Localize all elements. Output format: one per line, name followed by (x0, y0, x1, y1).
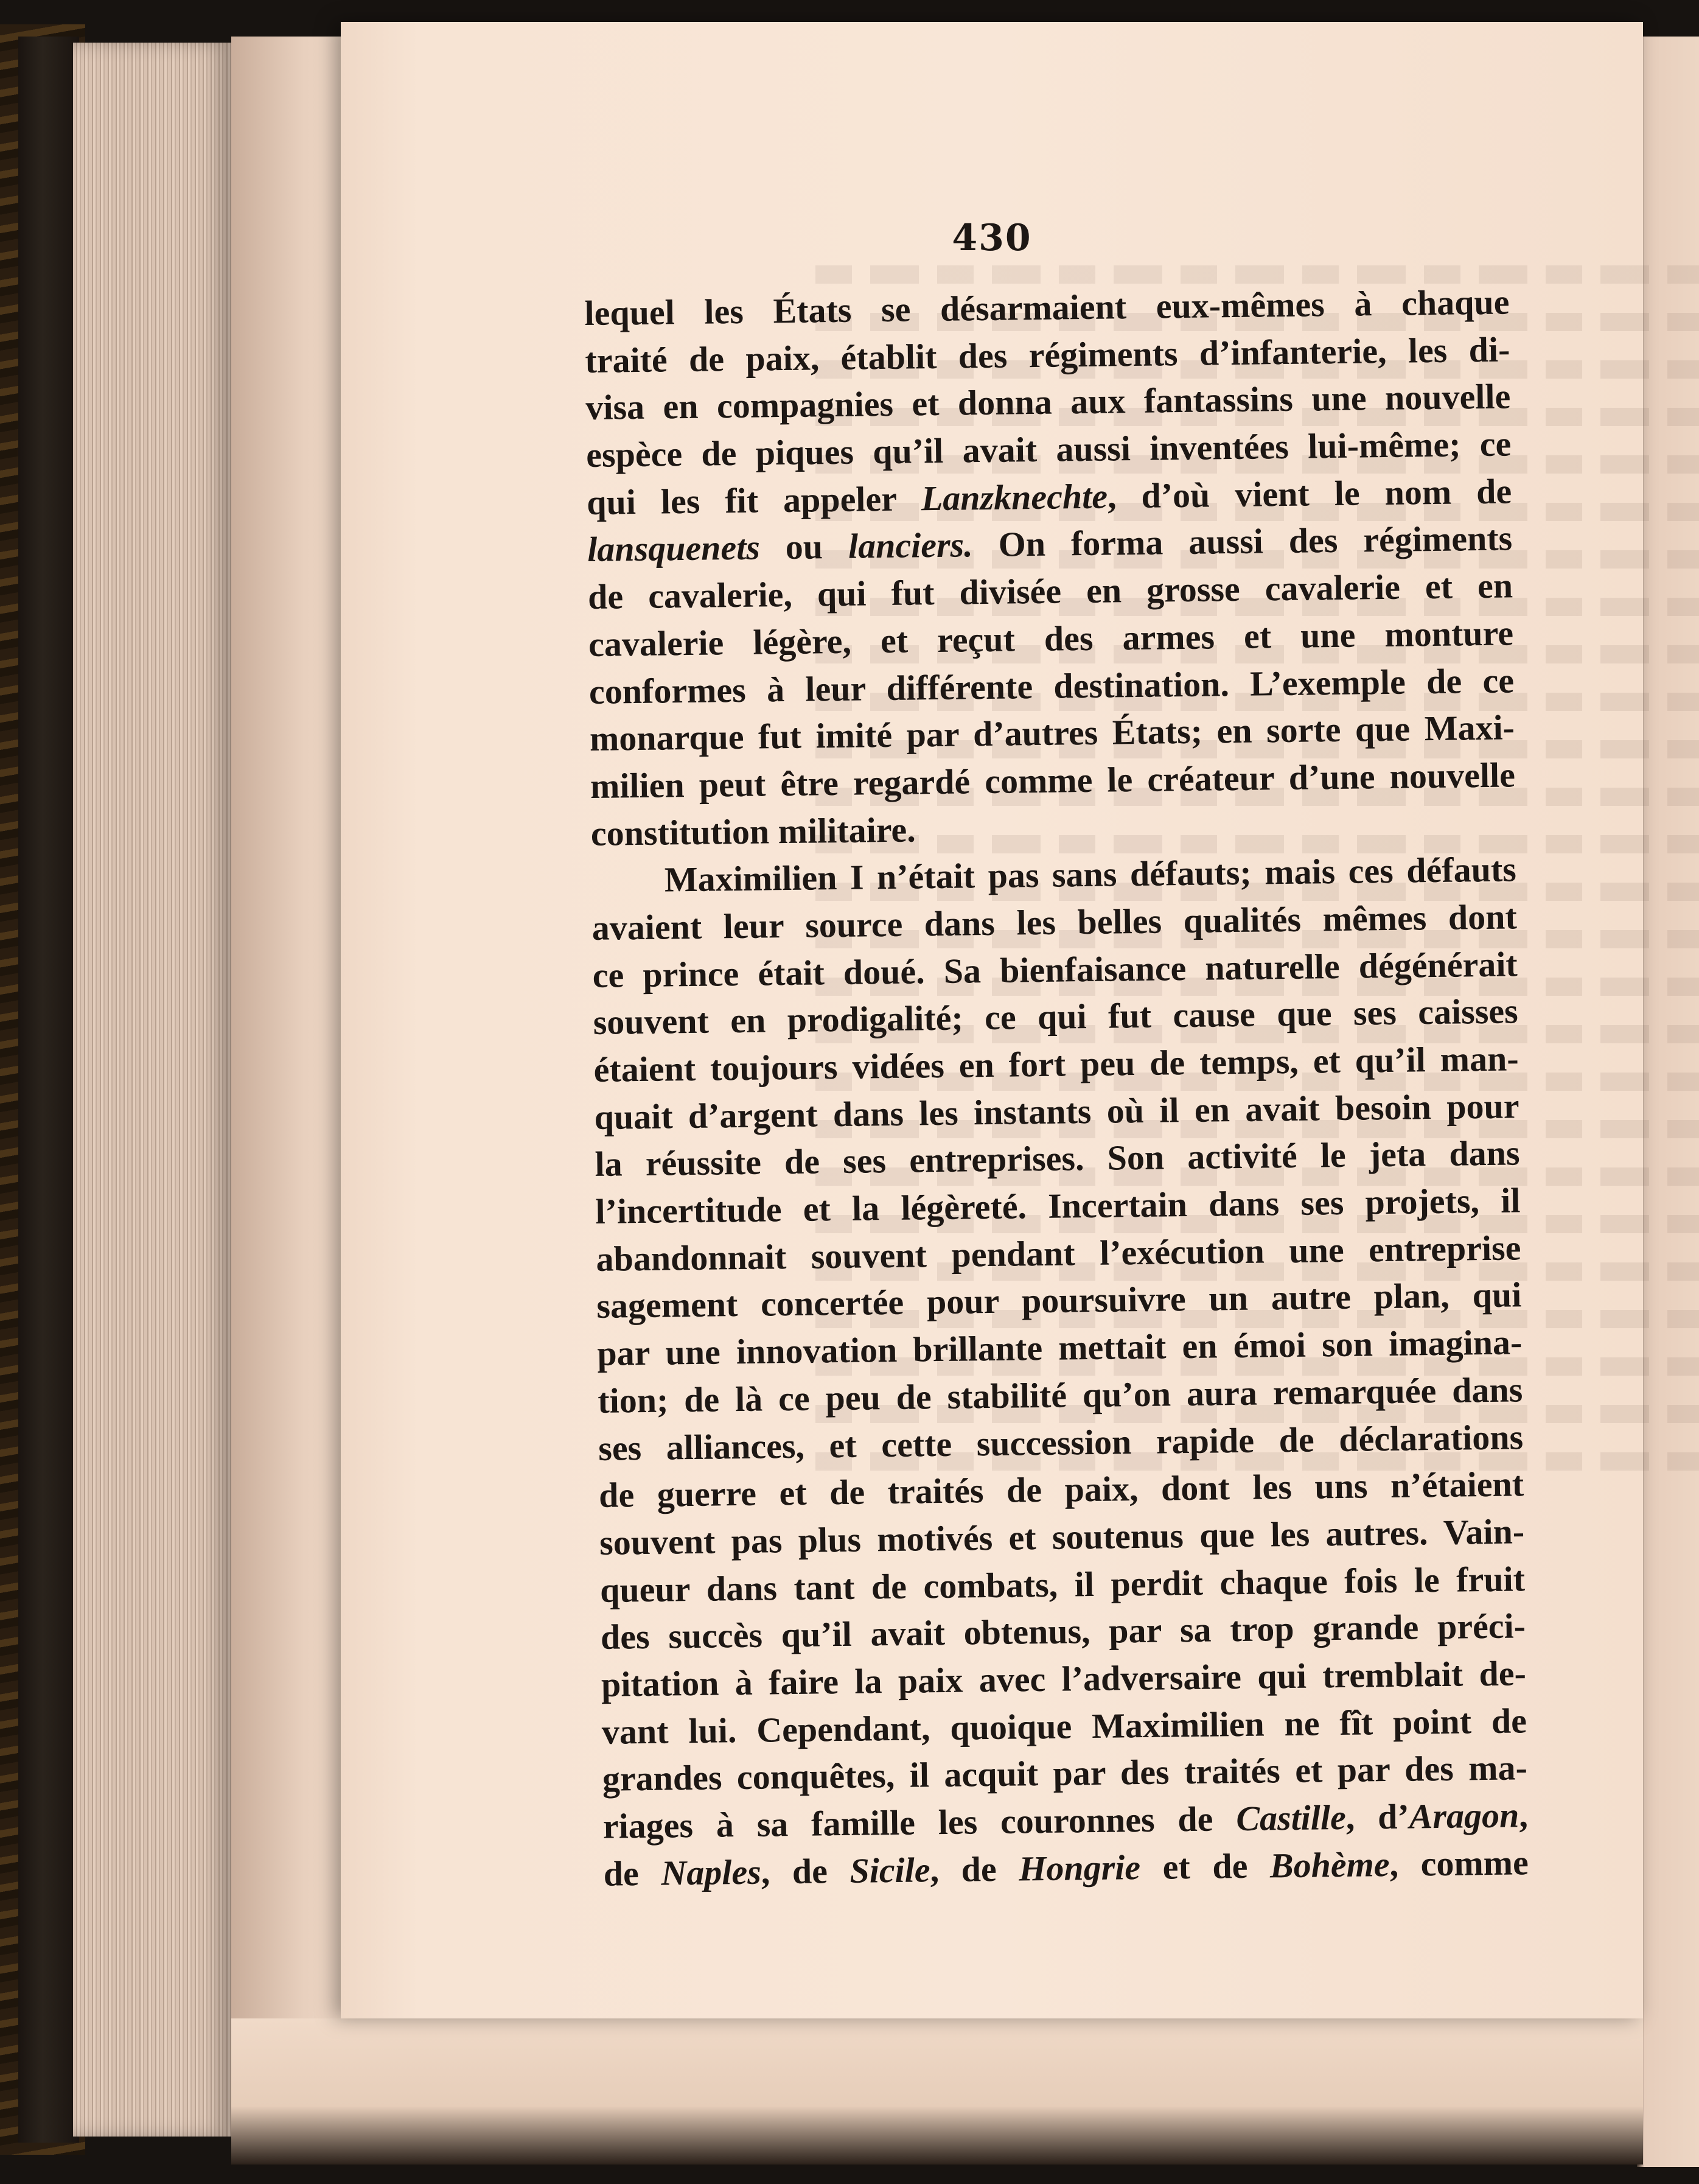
page-number: 430 (952, 217, 1032, 259)
text-run: , comme (1389, 1842, 1529, 1884)
text-run: avaient leur source dans les belles qualités mêmes dont (591, 897, 1518, 948)
page-edges-stack (73, 43, 231, 2137)
page-bottom-edge (231, 2018, 1643, 2165)
body-text (584, 278, 1529, 1897)
text-run: , (1518, 1795, 1529, 1835)
text-run: visa en compagnies et donna aux fantassins une nouvelle (585, 376, 1511, 428)
text-run: tion; de là ce peu de stabilité qu’on aura remarquée dans (597, 1370, 1523, 1421)
text-run: , de (930, 1849, 1019, 1889)
text-run: riages à sa famille les couronnes de (602, 1799, 1237, 1846)
italic-term: lanciers. (848, 525, 974, 567)
text-run: traité de paix, établit des régiments d’infanterie, les di- (585, 329, 1510, 380)
text-run: On forma aussi des régiments (972, 518, 1513, 565)
italic-term: Lanzknechte (921, 476, 1108, 519)
paragraph (584, 278, 1516, 857)
text-run: pitation à faire la paix avec l’adversaire qui tremblait de- (601, 1653, 1527, 1704)
text-run: cavalerie légère, et reçut des armes et une monture (588, 613, 1514, 664)
book-spine-edge (18, 37, 79, 2143)
text-run: grandes conquêtes, il acquit par des traités et par des ma- (602, 1748, 1528, 1799)
text-run: lequel les États se désarmaient eux-mêmes à chaque (584, 282, 1510, 333)
page-gutter-shadow (231, 37, 353, 2118)
text-run: souvent pas plus motivés et soutenus que les autres. Vain- (599, 1511, 1525, 1563)
text-run: de (603, 1853, 661, 1894)
text-run: sagement concertée pour poursuivre un autre plan, qui (596, 1275, 1522, 1326)
text-run: souvent en prodigalité; ce qui fut cause que ses caisses (593, 991, 1518, 1043)
italic-term: Sicile (850, 1849, 930, 1891)
italic-term: Aragon (1409, 1795, 1519, 1836)
text-run: de guerre et de traités de paix, dont les uns n’étaient (598, 1464, 1524, 1516)
text-run: ce prince était doué. Sa bienfaisance naturelle dégénérait (592, 943, 1518, 995)
text-run: , d’ (1345, 1796, 1410, 1837)
italic-term: Castille (1235, 1797, 1347, 1839)
text-run: et de (1140, 1846, 1271, 1887)
text-run: étaient toujours vidées en fort peu de temps, et qu’il man- (593, 1038, 1519, 1090)
text-run: vant lui. Cependant, quoique Maximilien ne fît point de (601, 1700, 1527, 1752)
text-run: milien peut être regardé comme le créateur d’une nouvelle (590, 755, 1516, 806)
text-run: conformes à leur différente destination. L’exemple de ce (588, 660, 1515, 712)
italic-term: Naples (661, 1852, 762, 1893)
text-run: espèce de piques qu’il avait aussi inventées lui-même; ce (585, 424, 1512, 475)
italic-term: lansquenets (587, 527, 761, 570)
book-page (341, 22, 1643, 2018)
facing-page-fragment (1637, 37, 1699, 2167)
text-run: queur dans tant de combats, il perdit chaque fois le fruit (599, 1558, 1526, 1610)
text-run: , de (761, 1850, 850, 1892)
paragraph (591, 846, 1529, 1898)
text-run: de cavalerie, qui fut divisée en grosse cavalerie et en (587, 565, 1513, 617)
text-run: quait d’argent dans les instants où il en avait besoin pour (594, 1086, 1519, 1137)
text-run: par une innovation brillante mettait en émoi son imagina- (596, 1322, 1523, 1373)
italic-term: Bohème (1269, 1844, 1390, 1886)
text-run: des succès qu’il avait obtenus, par sa trop grande préci- (600, 1606, 1526, 1657)
text-run: monarque fut imité par d’autres États; en sorte que Maxi- (589, 707, 1515, 759)
text-run: constitution militaire. (590, 809, 916, 853)
text-run: qui les fit appeler (586, 478, 922, 522)
text-run: Maximilien I n’était pas sans défauts; mais ces défauts (664, 849, 1517, 900)
text-run: abandonnait souvent pendant l’exécution une entreprise (596, 1228, 1521, 1279)
text-run: , d’où vient le nom de (1107, 471, 1512, 516)
italic-term: Hongrie (1018, 1847, 1141, 1889)
text-run: la réussite de ses entreprises. Son activité le jeta dans (595, 1133, 1520, 1185)
text-run: ses alliances, et cette succession rapide de déclarations (598, 1416, 1524, 1468)
text-run: l’incertitude et la légèreté. Incertain dans ses projets, il (595, 1180, 1521, 1231)
text-run: ou (759, 527, 849, 567)
